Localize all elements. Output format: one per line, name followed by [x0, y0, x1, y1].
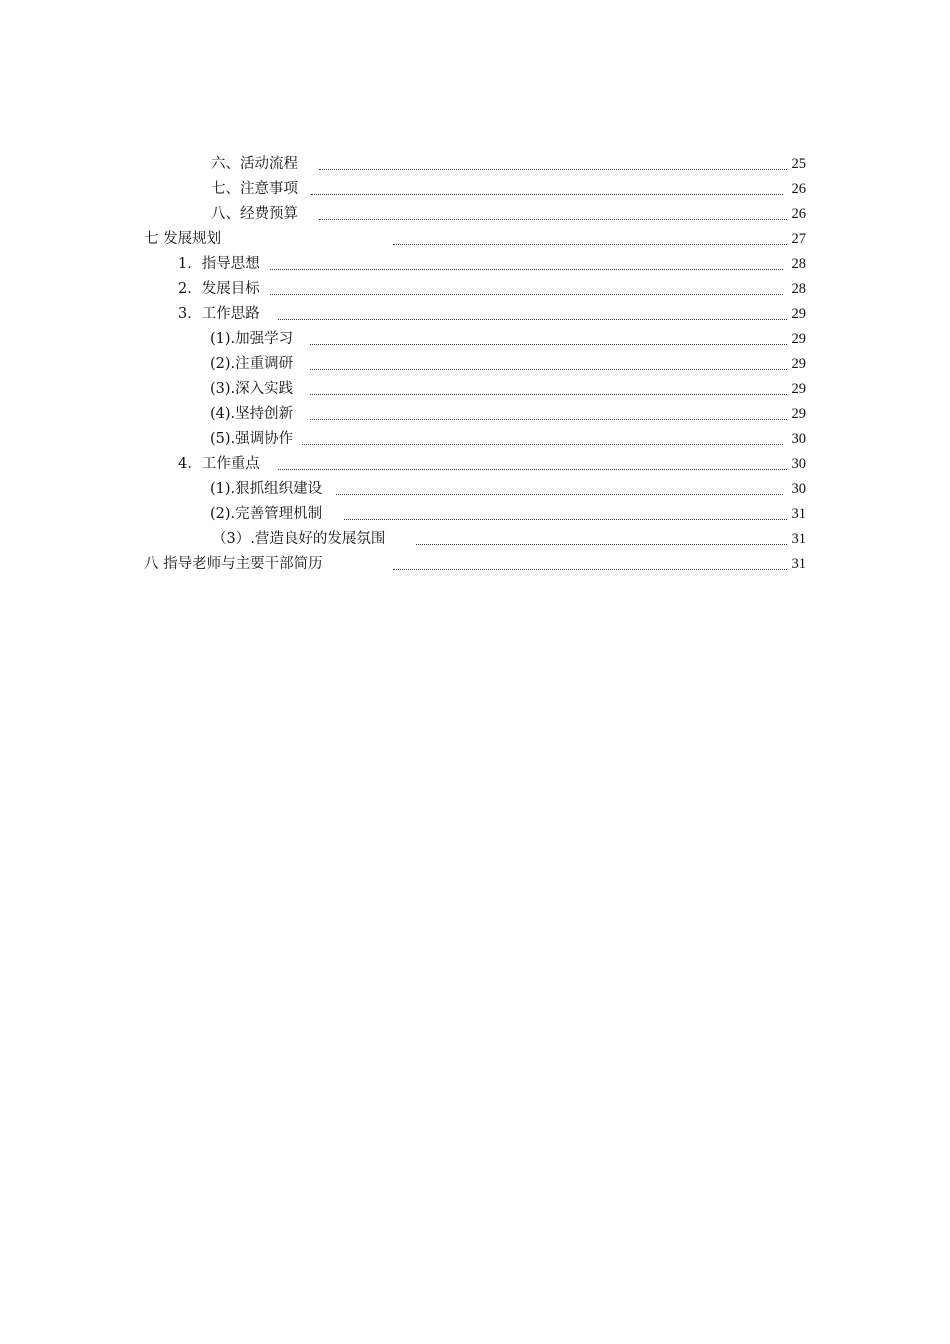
- toc-entry-page: 30: [791, 481, 806, 497]
- toc-leader-dots: [319, 169, 787, 170]
- toc-entry[interactable]: [0, 276, 950, 301]
- toc-entry-page: 29: [791, 331, 806, 347]
- toc-entry-label: 八 指导老师与主要干部简历: [144, 556, 323, 572]
- toc-entry[interactable]: [0, 201, 950, 226]
- toc-entry[interactable]: [0, 226, 950, 251]
- toc-entry-label: 2．发展目标: [178, 281, 260, 297]
- toc-entry[interactable]: [0, 551, 950, 576]
- toc-entry[interactable]: [0, 476, 950, 501]
- toc-entry-label: （3）.营造良好的发展氛围: [212, 531, 386, 547]
- toc-leader-dots: [336, 494, 783, 495]
- toc-leader-dots: [319, 219, 787, 220]
- toc-entry-page: 30: [791, 431, 806, 447]
- toc-entry-page: 29: [791, 381, 806, 397]
- toc-entry[interactable]: [0, 426, 950, 451]
- toc-entry-label: (3).深入实践: [210, 381, 294, 397]
- toc-entry-page: 29: [791, 406, 806, 422]
- toc-entry-label: 七 发展规划: [144, 231, 222, 247]
- toc-leader-dots: [310, 419, 787, 420]
- toc-entry-page: 26: [791, 181, 806, 197]
- toc-entry-page: 28: [791, 256, 806, 272]
- toc-leader-dots: [302, 444, 783, 445]
- toc-entry-label: 七、注意事项: [211, 181, 298, 197]
- toc-entry-page: 31: [791, 506, 806, 522]
- toc-entry-page: 25: [791, 156, 806, 172]
- toc-entry-label: (2).注重调研: [210, 356, 294, 372]
- toc-entry-page: 30: [791, 456, 806, 472]
- toc-entry-label: (1).狠抓组织建设: [210, 481, 323, 497]
- toc-entry-label: 八、经费预算: [211, 206, 298, 222]
- toc-entry-page: 27: [791, 231, 806, 247]
- toc-entry-label: (1).加强学习: [210, 331, 294, 347]
- toc-entry-label: (4).坚持创新: [210, 406, 294, 422]
- toc-entry[interactable]: [0, 176, 950, 201]
- toc-entry[interactable]: [0, 151, 950, 176]
- toc-leader-dots: [393, 569, 787, 570]
- toc-entry-page: 29: [791, 306, 806, 322]
- toc-entry-page: 31: [791, 556, 806, 572]
- toc-entry[interactable]: [0, 326, 950, 351]
- toc-entry[interactable]: [0, 401, 950, 426]
- toc-entry-label: 4．工作重点: [178, 456, 260, 472]
- toc-entry[interactable]: [0, 451, 950, 476]
- toc-leader-dots: [310, 369, 787, 370]
- toc-entry-page: 31: [791, 531, 806, 547]
- toc-leader-dots: [310, 394, 787, 395]
- toc-leader-dots: [310, 344, 787, 345]
- toc-leader-dots: [416, 544, 787, 545]
- toc-leader-dots: [393, 244, 787, 245]
- toc-entry[interactable]: [0, 501, 950, 526]
- toc-entry-label: 3．工作思路: [178, 306, 260, 322]
- toc-entry[interactable]: [0, 351, 950, 376]
- toc-entry[interactable]: [0, 526, 950, 551]
- table-of-contents: [0, 151, 950, 576]
- toc-entry[interactable]: [0, 251, 950, 276]
- toc-leader-dots: [278, 319, 787, 320]
- toc-entry-page: 28: [791, 281, 806, 297]
- toc-entry-page: 26: [791, 206, 806, 222]
- toc-entry-page: 29: [791, 356, 806, 372]
- toc-entry-label: 六、活动流程: [211, 156, 298, 172]
- toc-entry-label: (5).强调协作: [210, 431, 294, 447]
- toc-entry[interactable]: [0, 301, 950, 326]
- toc-leader-dots: [270, 269, 783, 270]
- toc-entry[interactable]: [0, 376, 950, 401]
- toc-leader-dots: [344, 519, 787, 520]
- toc-leader-dots: [270, 294, 783, 295]
- toc-leader-dots: [311, 194, 783, 195]
- toc-entry-label: 1．指导思想: [178, 256, 260, 272]
- toc-entry-label: (2).完善管理机制: [210, 506, 323, 522]
- toc-leader-dots: [278, 469, 787, 470]
